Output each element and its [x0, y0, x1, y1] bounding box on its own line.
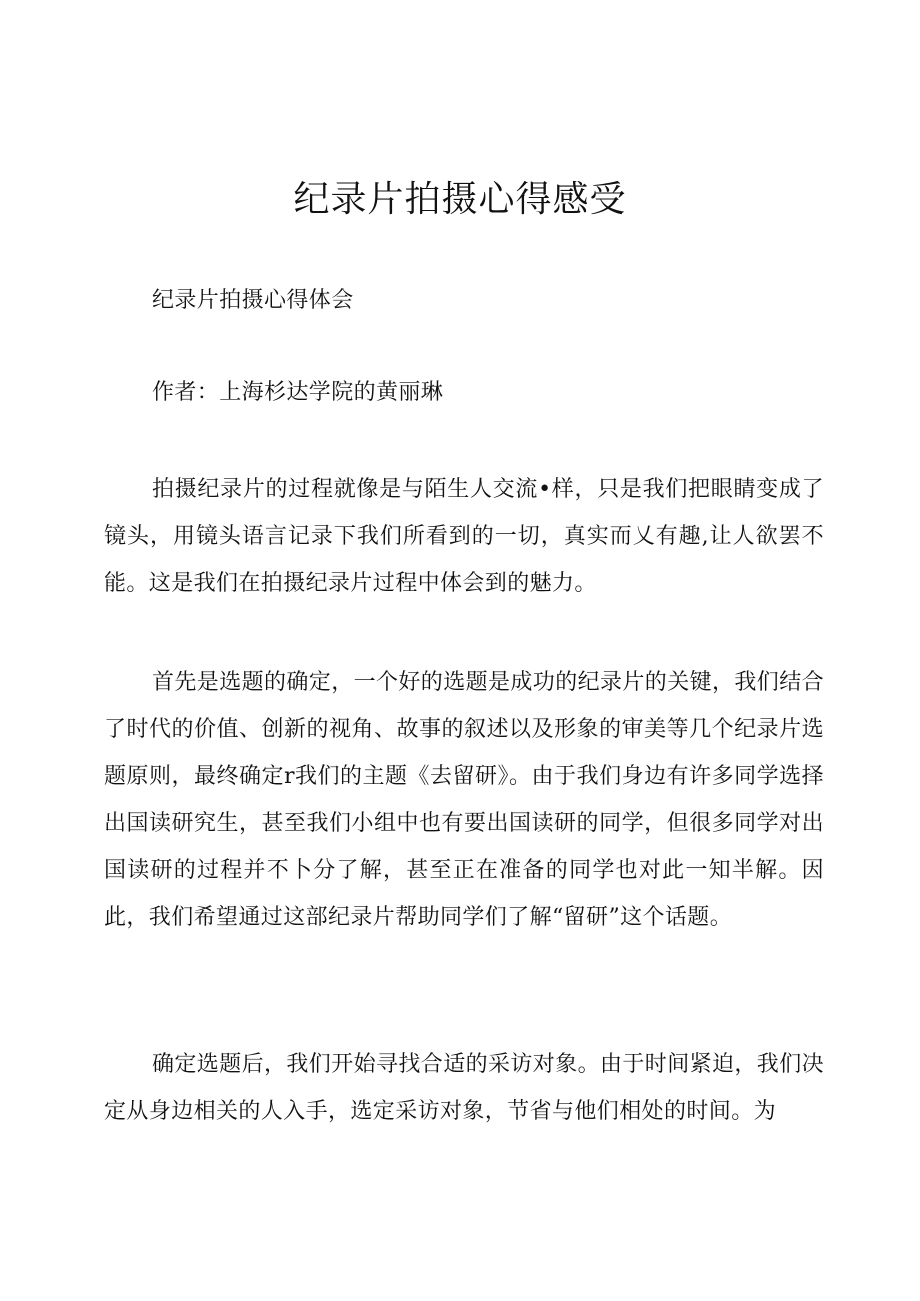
author-line: 作者：上海杉达学院的黄丽琳	[152, 380, 444, 405]
paragraph-intro: 拍摄纪录片的过程就像是与陌生人交流•样，只是我们把眼睛变成了镜头，用镜头语言记录下我们所看到的一切，真实而乂有趣,让人欲罢不能。这是我们在拍摄纪录片过程中体会到的魅力。	[104, 477, 824, 596]
paragraph-interviewees: 确定选题后，我们开始寻找合适的采访对象。由于时间紧迫，我们决定从身边相关的人入手，选定采访对象，节省与他们相处的时间。为	[104, 1052, 825, 1124]
document-title: 纪录片拍摄心得感受	[293, 179, 627, 220]
paragraph-topic-selection: 首先是选题的确定，一个好的选题是成功的纪录片的关键，我们结合了时代的价值、创新的视角、故事的叙述以及形象的审美等几个纪录片选题原则，最终确定r我们的主题《去留研》。由于我们身边有许多同学选择出国读研究生，甚至我们小组中也有要出国读研的同学，但很多同学对出国读研的过程并不卜分了解，甚至正在准备的同学也对此一知半解。因此，我们希望通过这部纪录片帮助同学们了解“留研”这个话题。	[104, 670, 825, 930]
document-subtitle: 纪录片拍摄心得体会	[152, 288, 354, 313]
